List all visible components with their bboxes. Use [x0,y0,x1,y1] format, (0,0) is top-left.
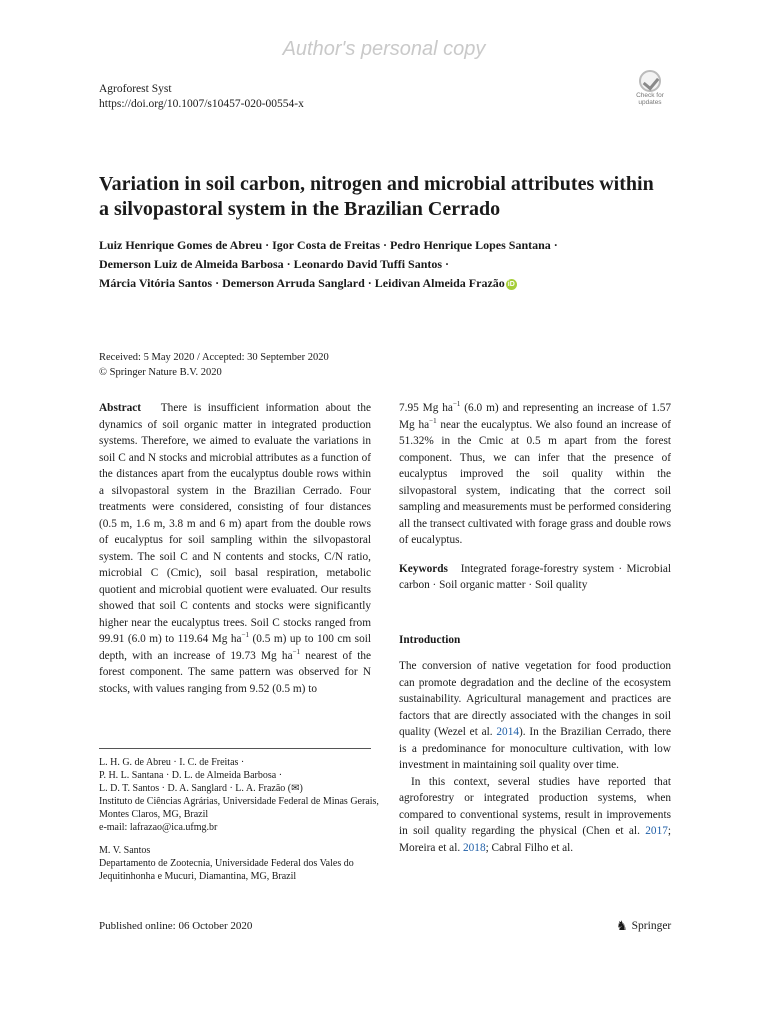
author-line-3: Márcia Vitória Santos · Demerson Arruda Sanglard · Leidivan Almeida Frazão [99,276,505,290]
affiliation-line: P. H. L. Santana · D. L. de Almeida Barbosa · [99,770,283,781]
contact-email[interactable]: e-mail: lafrazao@ica.ufmg.br [99,822,218,833]
introduction-paragraph-2 [399,774,671,857]
citation-link[interactable]: 2018 [463,841,486,854]
watermark: Author's personal copy [282,38,486,60]
abstract-text-3: nearest of the forest component. The same pattern was observed for N stocks, with values ranging from 9.52 (0.5 m) to [99,649,372,695]
copyright-notice: © Springer Nature B.V. 2020 [99,367,222,378]
keywords-text: Integrated forage-forestry system · Microbial carbon · Soil organic matter · Soil quality [399,562,671,591]
article-dates [99,350,329,380]
affiliation-institution: Departamento de Zootecnia, Universidade Federal dos Vales do Jequitinhonha e Mucuri, Diamantina, MG, Brazil [99,858,354,882]
superscript: −1 [292,647,301,656]
keywords-label: Keywords [399,562,448,575]
abstract-label: Abstract [99,402,142,414]
introduction-heading: Introduction [399,633,461,646]
author-line-2: Demerson Luiz de Almeida Barbosa · Leonardo David Tuffi Santos · [99,257,450,271]
check-for-updates-badge[interactable] [628,70,672,110]
abstract-continuation [399,400,671,549]
affiliation-block-2 [99,844,379,883]
citation-link[interactable]: 2017 [645,825,668,837]
footnote-rule [99,748,371,749]
abstract-column-left [99,400,371,697]
journal-name: Agroforest Syst [99,83,172,95]
check-for-updates-icon [639,70,661,92]
intro-text: ; Cabral Filho et al. [485,841,574,854]
superscript: −1 [241,631,250,640]
publisher-name: Springer [631,920,672,932]
citation-link[interactable]: 2014 [496,726,519,738]
intro-text: ). In the Brazilian Cerrado, there is a predominance for monoculture cultivation, with low investment in maintaining soil quality over time. [399,726,671,771]
superscript: −1 [429,416,437,425]
affiliation-institution: Instituto de Ciências Agrárias, Universidade Federal de Minas Gerais, Montes Claros, MG, Brazil [99,796,379,820]
affiliation-block-1 [99,756,379,834]
author-list [99,236,679,293]
badge-caption-1: Check for [636,92,664,99]
affiliation-line: L. H. G. de Abreu · I. C. de Freitas · [99,757,245,768]
abstract-text-1: There is insufficient information about the dynamics of soil organic matter in integrated production systems. Therefore, we aimed to evaluate the variations in soil C and N stocks and microbial attributes as a function of the distances apart from the eucalyptus double rows within a silvopastoral system in the Brazilian Cerrado. Four treatments were considered, consisting of four distances (0.5 m, 1.6 m, 3.8 m and 6 m) apart from the double rows of eucalyptus for soil sampling within the silvopastoral system. The soil C and N contents and stocks, C/N ratio, microbial C (Cmic), soil basal respiration, metabolic quotient and microbial quotient were evaluated. Our results showed that soil C contents and stocks were significantly higher near the eucalyptus trees. Soil C stocks ranged from 99.91 (6.0 m) to 119.64 Mg ha [99,402,371,645]
published-online: Published online: 06 October 2020 [99,920,253,932]
author-line-1: Luiz Henrique Gomes de Abreu · Igor Costa de Freitas · Pedro Henrique Lopes Santana · [99,238,558,252]
springer-horse-icon: ♞ [616,918,628,933]
orcid-icon[interactable]: iD [507,281,515,288]
abstract-paragraph [99,400,371,697]
superscript: −1 [452,400,461,409]
abstract-text-5: (6.0 m) and representing an increase of 1.57 Mg ha [399,402,672,431]
affiliation-line: L. D. T. Santos · D. A. Sanglard · L. A. Frazão (✉) [99,783,303,794]
publisher-logo[interactable] [616,918,671,934]
introduction-paragraph-1 [399,658,671,774]
doi-link[interactable]: https://doi.org/10.1007/s10457-020-00554-x [99,98,304,110]
intro-text: The conversion of native vegetation for food production can promote degradation and the decline of the ecosystem sustainability. Agricultural management and practices are factors that are directly associated with the changes in soil quality (Wezel et al. [399,660,671,738]
received-accepted: Received: 5 May 2020 / Accepted: 30 September 2020 [99,352,329,363]
affiliation-line: M. V. Santos [99,845,151,856]
abstract-text-4: 7.95 Mg ha [399,402,453,414]
abstract-text-6: near the eucalyptus. We also found an increase of 51.32% in the Cmic at 0.5 m apart from the forest component. Thus, we can infer that the presence of eucalyptus improved the soil quality within the silvopastoral system, indicating that the correct soil sampling and measurements must be performed considering all the transect cultivated with forage grass and double rows of eucalyptus. [399,418,671,546]
intro-text: ; Moreira et al. [399,825,671,854]
article-title: Variation in soil carbon, nitrogen and microbial attributes within a silvopastoral system in the Brazilian Cerrado [99,173,654,220]
abstract-text-2: (0.5 m) up to 100 cm soil depth, with an increase of 19.73 Mg ha [99,633,371,662]
journal-header [99,82,304,112]
intro-text: In this context, several studies have reported that agroforestry or integrated production systems, when compared to conventional systems, result in improvements in soil quality regarding the physical (Chen et al. [399,775,671,837]
keywords-paragraph [399,561,671,594]
right-column [399,400,671,856]
badge-caption-2: updates [638,99,662,106]
